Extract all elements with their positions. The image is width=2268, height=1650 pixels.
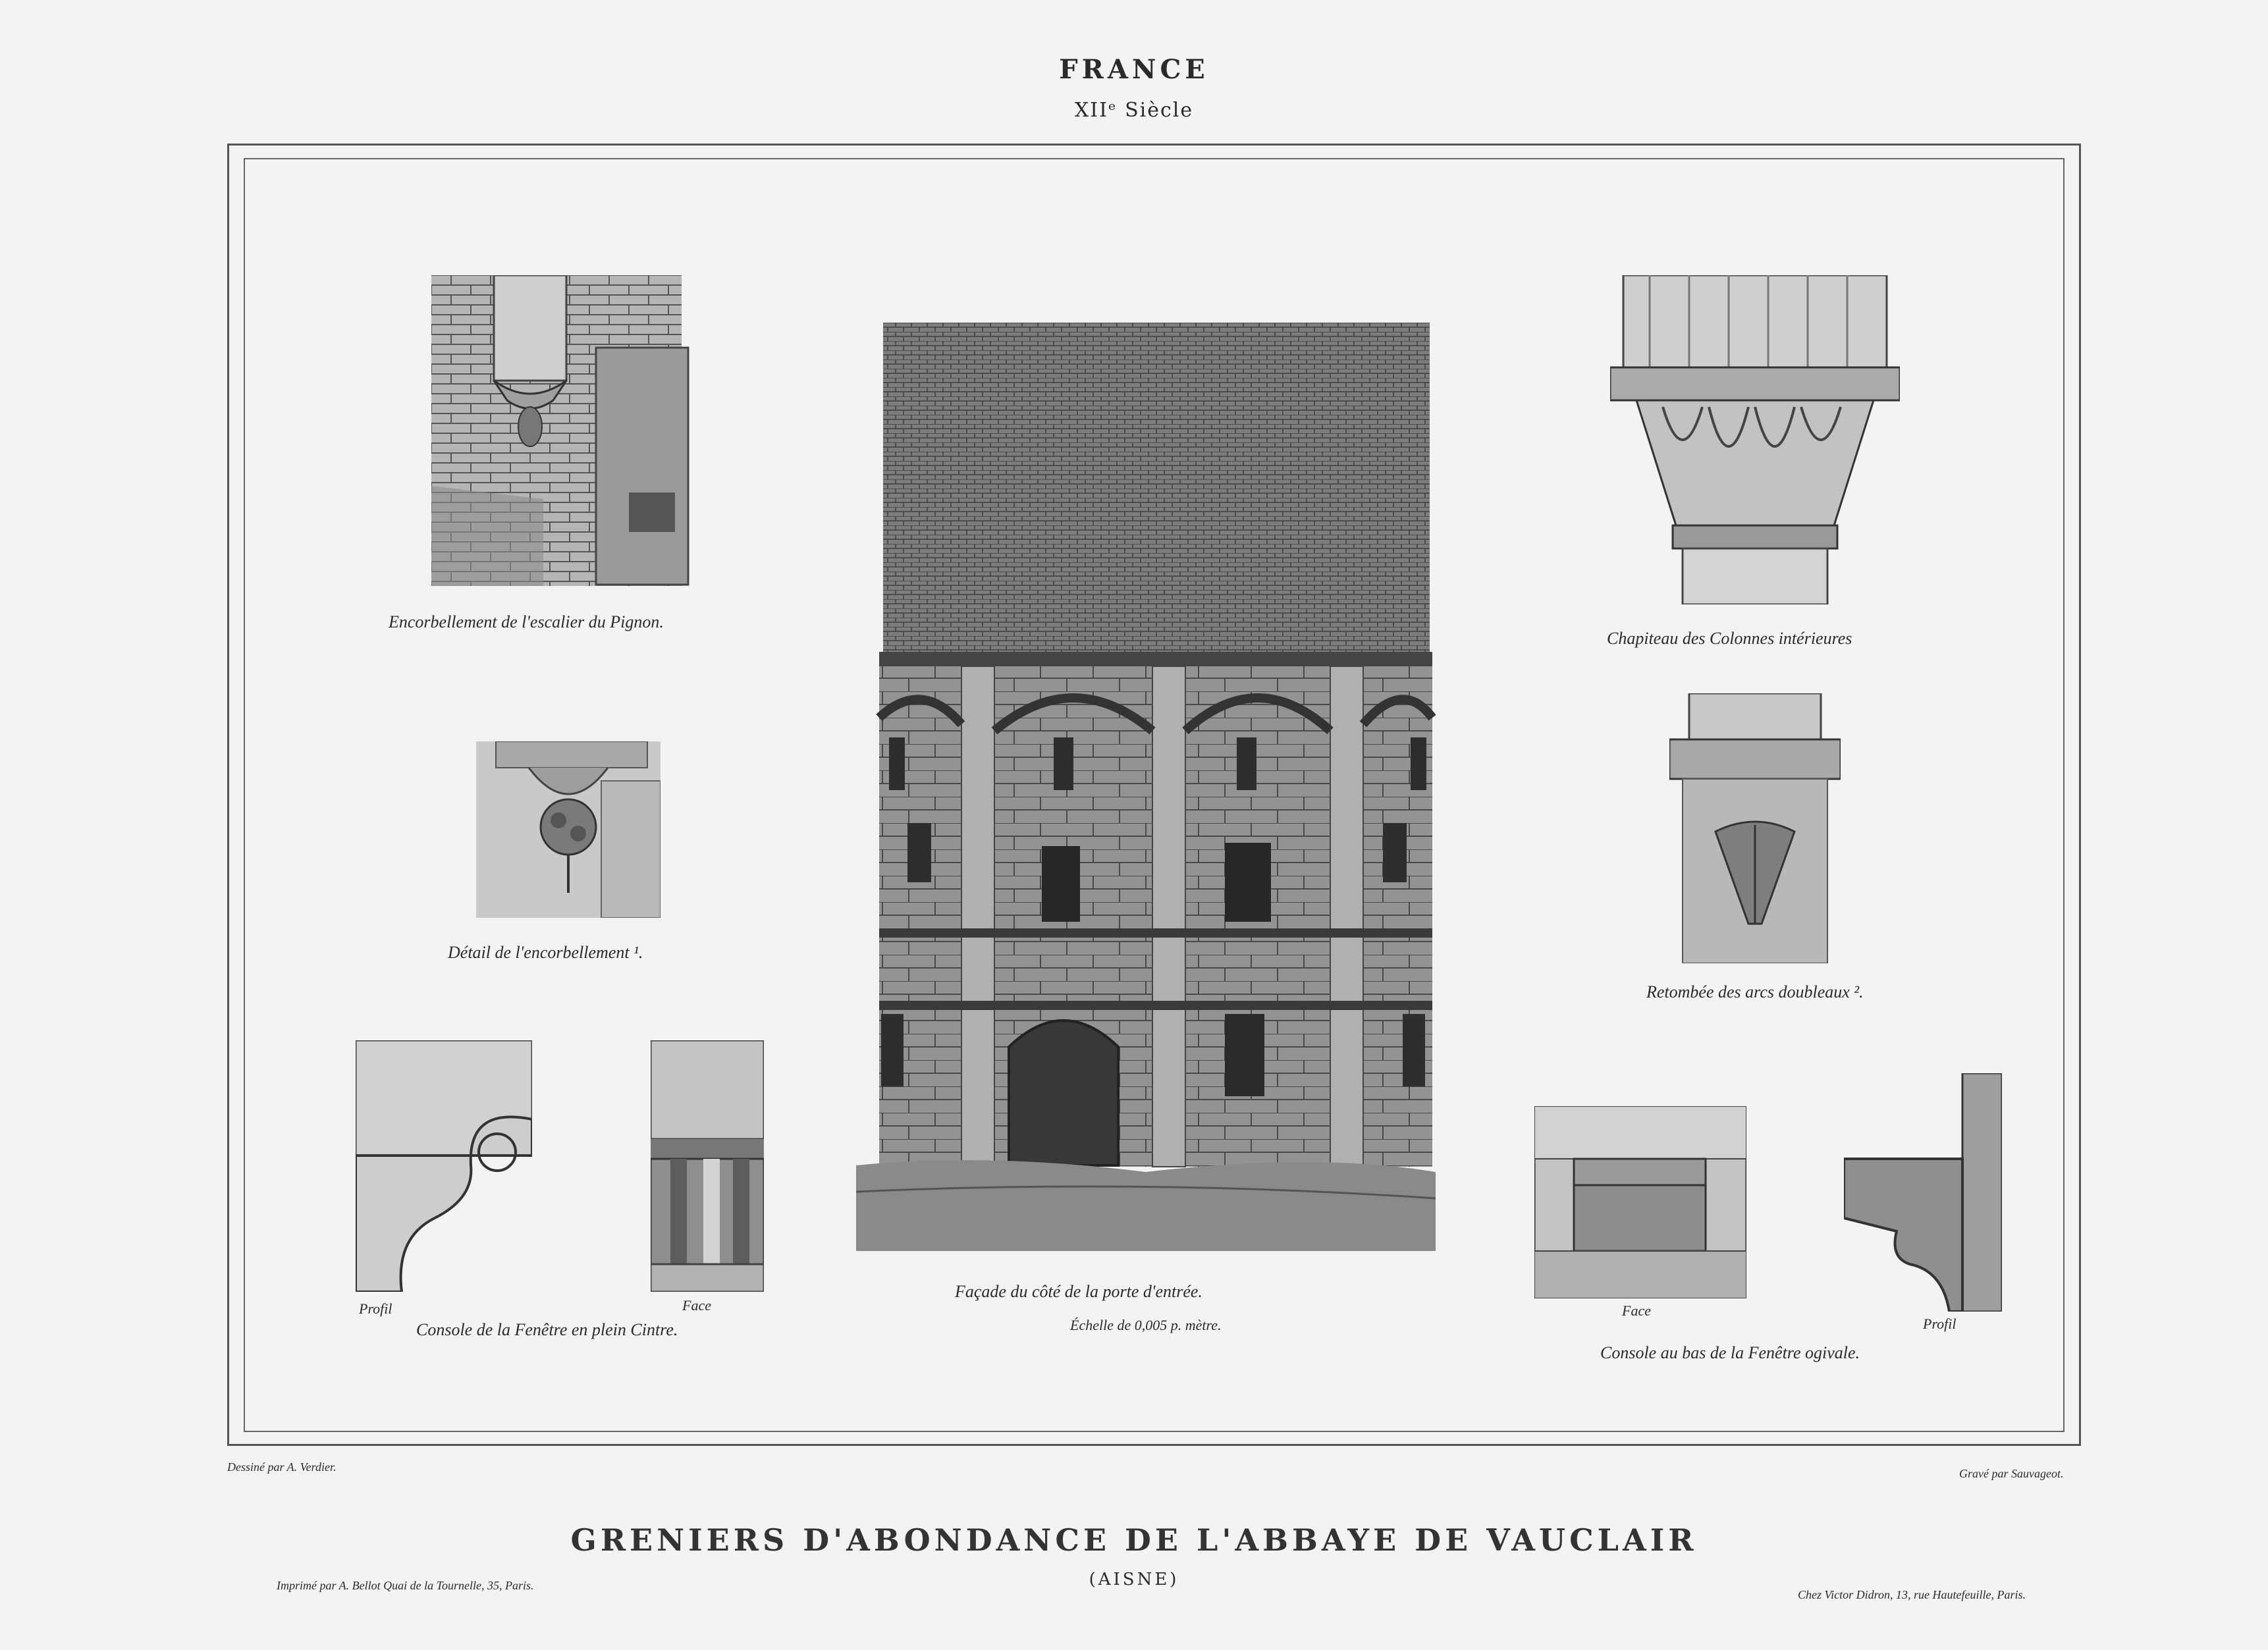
console-pointed-face [1534,1106,1746,1298]
credit-publisher: Chez Victor Didron, 13, rue Hautefeuille, Paris. [1798,1588,2026,1601]
credit-printer: Imprimé par A. Bellot Quai de la Tournelle, 35, Paris. [277,1579,534,1592]
label-profil-left: Profil [359,1300,392,1317]
caption-facade: Façade du côté de la porte d'entrée. [955,1282,1202,1301]
caption-capital: Chapiteau des Colonnes intérieures [1607,629,1852,648]
caption-console-round: Console de la Fenêtre en plein Cintre. [416,1320,678,1339]
caption-console-pointed: Console au bas de la Fenêtre ogivale. [1600,1343,1860,1362]
credit-engraved: Gravé par Sauvageot. [1959,1467,2064,1480]
label-profil-right: Profil [1923,1316,1957,1332]
console-round-profile [356,1040,532,1292]
country-heading: FRANCE [1059,54,1209,85]
springer-illustration [1669,693,1841,963]
facade-illustration [856,323,1436,1251]
credit-drawn: Dessiné par A. Verdier. [227,1460,337,1474]
label-face-left: Face [682,1297,711,1314]
century-heading: XIIᵉ Siècle [1074,99,1194,122]
caption-scale: Échelle de 0,005 p. mètre. [1070,1317,1222,1333]
plate-subtitle: (AISNE) [1089,1570,1179,1589]
caption-corbel-detail: Détail de l'encorbellement ¹. [448,943,643,962]
console-pointed-profile [1844,1073,2002,1312]
corbel-detail-illustration [476,741,661,918]
caption-springer: Retombée des arcs doubleaux ². [1646,982,1864,1001]
stair-corbel-illustration [431,275,691,586]
label-face-right: Face [1622,1302,1651,1319]
caption-stair-corbel: Encorbellement de l'escalier du Pignon. [389,612,664,631]
plate-title: GRENIERS D'ABONDANCE DE L'ABBAYE DE VAUCLAIR [570,1522,1698,1558]
console-round-face [651,1040,764,1292]
capital-illustration [1610,275,1900,604]
